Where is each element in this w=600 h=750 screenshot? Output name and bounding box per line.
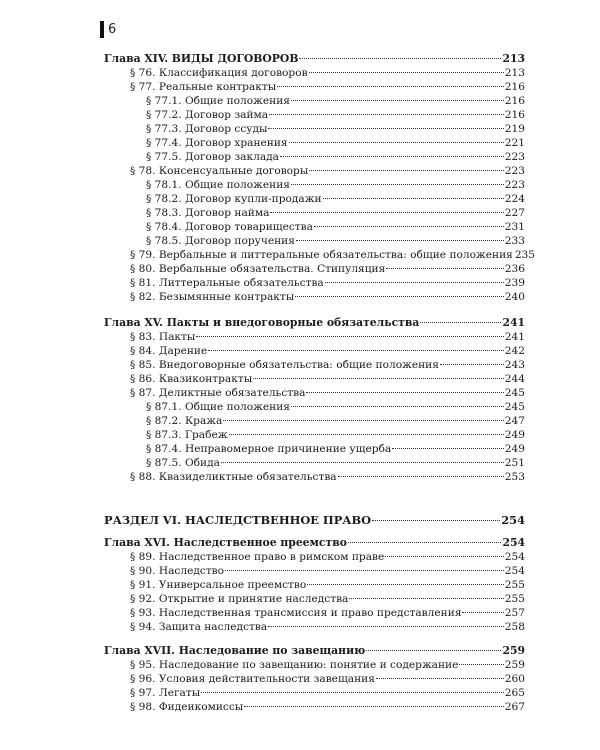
- dot-leader: [244, 696, 504, 710]
- toc-entry-title: § 86. Квазиконтракты: [130, 373, 253, 385]
- toc-chapter-17[interactable]: [104, 640, 525, 657]
- toc-entry-page: 253: [504, 471, 525, 483]
- toc-entry-title: § 83. Пакты: [130, 331, 196, 343]
- dot-leader: [349, 588, 503, 602]
- toc-entry-page: 254: [501, 513, 525, 527]
- toc-entry-title: § 78.5. Договор поручения: [146, 235, 295, 247]
- dot-leader: [325, 272, 504, 286]
- toc-chapter-16[interactable]: [104, 532, 525, 549]
- toc-entry-title: § 78.1. Общие положения: [146, 179, 290, 191]
- dot-leader: [462, 602, 503, 616]
- dot-leader: [268, 118, 503, 132]
- page-marker-bar: [100, 21, 104, 38]
- toc-entry-page: 260: [504, 673, 525, 685]
- toc-entry-title: РАЗДЕЛ VI. НАСЛЕДСТВЕННОЕ ПРАВО: [104, 513, 372, 527]
- toc-entry-page: 242: [504, 345, 525, 357]
- toc-entry-title: § 82. Безымянные контракты: [130, 291, 295, 303]
- dot-leader: [229, 424, 504, 438]
- dot-leader: [289, 132, 504, 146]
- dot-leader: [420, 312, 501, 326]
- dot-leader: [223, 410, 503, 424]
- toc-entry-page: 224: [504, 193, 525, 205]
- dot-leader: [366, 640, 501, 654]
- toc-entry-title: Глава XV. Пакты и внедоговорные обязательства: [104, 316, 420, 329]
- toc-entry-page: 247: [504, 415, 525, 427]
- dot-leader: [309, 62, 504, 76]
- toc-entry-title: § 78.2. Договор купли-продажи: [146, 193, 322, 205]
- toc-entry-page: 257: [504, 607, 525, 619]
- toc-entry-title: § 91. Универсальное преемство: [130, 579, 307, 591]
- toc-entry-title: Глава XVI. Наследственное преемство: [104, 536, 347, 549]
- toc-entry-page: 223: [504, 179, 525, 191]
- toc-entry-title: § 84. Дарение: [130, 345, 208, 357]
- dot-leader: [221, 452, 504, 466]
- page-header: [100, 20, 116, 38]
- toc-entry-page: 221: [504, 137, 525, 149]
- toc-entry-title: § 77.3. Договор ссуды: [146, 123, 268, 135]
- toc-entry-title: § 87.5. Обида: [146, 457, 220, 469]
- toc-entry-page: 236: [504, 263, 525, 275]
- dot-leader: [372, 510, 500, 524]
- dot-leader: [392, 438, 504, 452]
- dot-leader: [280, 146, 504, 160]
- toc-entry-page: 216: [504, 109, 525, 121]
- toc-entry-page: 223: [504, 165, 525, 177]
- toc-entry-title: § 77.5. Договор заклада: [146, 151, 279, 163]
- dot-leader: [295, 286, 504, 300]
- toc-entry-title: § 87.1. Общие положения: [146, 401, 290, 413]
- toc-entry-title: § 77.4. Договор хранения: [146, 137, 288, 149]
- toc-entry-page: 231: [504, 221, 525, 233]
- dot-leader: [196, 326, 503, 340]
- dot-leader: [309, 160, 503, 174]
- toc-entry-title: § 78.3. Договор найма: [146, 207, 270, 219]
- toc-entry-title: § 78.4. Договор товарищества: [146, 221, 313, 233]
- toc-entry-title: § 87. Деликтные обязательства: [130, 387, 306, 399]
- toc-entry-page: 259: [504, 659, 525, 671]
- dot-leader: [291, 396, 504, 410]
- toc-entry-title: § 97. Легаты: [130, 687, 201, 699]
- toc-entry-title: § 77.1. Общие положения: [146, 95, 290, 107]
- toc-entry-page: 254: [504, 551, 525, 563]
- toc-entry-page: 240: [504, 291, 525, 303]
- toc-entry-title: § 87.3. Грабеж: [146, 429, 228, 441]
- dot-leader: [385, 546, 504, 560]
- toc-entry-title: § 98. Фидеикомиссы: [130, 701, 244, 713]
- toc-entry-title: § 77.2. Договор займа: [146, 109, 269, 121]
- dot-leader: [306, 382, 503, 396]
- toc-entry-page: 245: [504, 387, 525, 399]
- dot-leader: [323, 188, 504, 202]
- toc-entry-page: 243: [504, 359, 525, 371]
- toc-entry-page: 233: [504, 235, 525, 247]
- dot-leader: [299, 48, 501, 62]
- toc-entry-title: § 92. Открытие и принятие наследства: [130, 593, 349, 605]
- toc-entry-page: 213: [504, 67, 525, 79]
- toc-chapter-15[interactable]: [104, 312, 525, 329]
- toc-entry-page: 258: [504, 621, 525, 633]
- toc-entry-page: 254: [502, 536, 525, 549]
- toc-entry-title: § 77. Реальные контракты: [130, 81, 277, 93]
- toc-entry-page: 216: [504, 81, 525, 93]
- toc-entry-page: 265: [504, 687, 525, 699]
- dot-leader: [270, 202, 503, 216]
- dot-leader: [277, 76, 504, 90]
- toc-section-6[interactable]: [104, 510, 525, 526]
- toc-entry-title: Глава XIV. ВИДЫ ДОГОВОРОВ: [104, 52, 299, 65]
- toc-entry-title: § 78. Консенсуальные договоры: [130, 165, 309, 177]
- toc-entry-page: 267: [504, 701, 525, 713]
- dot-leader: [459, 654, 503, 668]
- dot-leader: [440, 354, 504, 368]
- dot-leader: [201, 682, 504, 696]
- toc-entry-title: § 89. Наследственное право в римском праве: [130, 551, 385, 563]
- toc-entry-title: § 94. Защита наследства: [130, 621, 268, 633]
- dot-leader: [291, 90, 504, 104]
- toc-entry-title: § 80. Вербальные обязательства. Стипуляция: [130, 263, 386, 275]
- toc-entry-page: 254: [504, 565, 525, 577]
- toc-entry-page: 241: [502, 316, 525, 329]
- dot-leader: [376, 668, 504, 682]
- toc-entry-title: § 93. Наследственная трансмиссия и право представления: [130, 607, 462, 619]
- toc-entry-page: 244: [504, 373, 525, 385]
- toc-entry-page: 235: [514, 249, 536, 261]
- dot-leader: [268, 616, 504, 630]
- toc-entry-page: 227: [504, 207, 525, 219]
- toc-entry-title: § 87.2. Кража: [146, 415, 223, 427]
- toc-entry-page: 219: [504, 123, 525, 135]
- toc-entry-page: 239: [504, 277, 525, 289]
- page-number: 6: [108, 21, 117, 37]
- dot-leader: [253, 368, 504, 382]
- toc-entry-title: § 87.4. Неправомерное причинение ущерба: [146, 443, 392, 455]
- toc-entry-title: § 79. Вербальные и литтеральные обязательства: общие положения: [130, 249, 513, 261]
- toc-entry-title: § 81. Литтеральные обязательства: [130, 277, 324, 289]
- dot-leader: [291, 174, 504, 188]
- dot-leader: [296, 230, 504, 244]
- toc-entry-title: § 96. Условия действительности завещания: [130, 673, 375, 685]
- toc-entry-page: 216: [504, 95, 525, 107]
- toc-entry-title: § 85. Внедоговорные обязательства: общие положения: [130, 359, 439, 371]
- toc-chapter-14[interactable]: [104, 48, 525, 65]
- toc-entry-page: 251: [504, 457, 525, 469]
- table-of-contents: [104, 48, 536, 713]
- toc-entry-page: 223: [504, 151, 525, 163]
- dot-leader: [208, 340, 504, 354]
- toc-entry-title: § 76. Классификация договоров: [130, 67, 308, 79]
- toc-entry-page: 213: [502, 52, 525, 65]
- toc-entry-title: § 95. Наследование по завещанию: понятие и содержание: [130, 659, 459, 671]
- toc-entry-page: 249: [504, 429, 525, 441]
- toc-entry-page: 255: [504, 579, 525, 591]
- toc-entry-title: Глава XVII. Наследование по завещанию: [104, 644, 366, 657]
- toc-entry-page: 241: [504, 331, 525, 343]
- dot-leader: [269, 104, 504, 118]
- dot-leader: [338, 466, 504, 480]
- dot-leader: [225, 560, 504, 574]
- toc-entry-page: 259: [502, 644, 525, 657]
- toc-entry-page: 245: [504, 401, 525, 413]
- toc-entry-page: 249: [504, 443, 525, 455]
- dot-leader: [307, 574, 504, 588]
- dot-leader: [386, 258, 503, 272]
- toc-entry-title: § 88. Квазиделиктные обязательства: [130, 471, 337, 483]
- toc-entry-title: § 90. Наследство: [130, 565, 225, 577]
- toc-entry-page: 255: [504, 593, 525, 605]
- dot-leader: [348, 532, 502, 546]
- dot-leader: [314, 216, 504, 230]
